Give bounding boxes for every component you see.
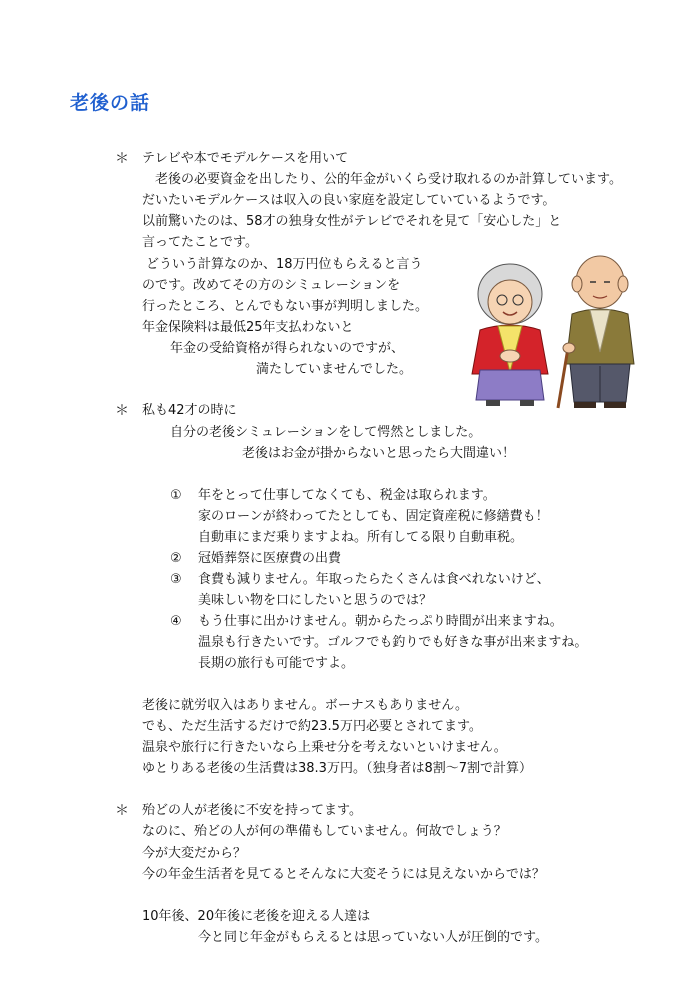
section3-line: 今が大変だから？ bbox=[142, 846, 247, 861]
list-item-number: ① bbox=[170, 488, 182, 503]
section2-marker: ＊ bbox=[115, 403, 129, 419]
section1-line: のです。改めてその方のシミュレーションを bbox=[142, 278, 401, 293]
list-item-line: もう仕事に出かけません。朝からたっぷり時間が出来ますね。 bbox=[198, 614, 563, 629]
section1-line: 年金保険料は最低25年支払わないと bbox=[142, 320, 354, 335]
section2-intro-line: 私も42才の時に bbox=[142, 403, 237, 418]
section3-line: 殆どの人が老後に不安を持ってます。 bbox=[142, 803, 362, 818]
section2-intro-line: 老後はお金が掛からないと思ったら大間違い！ bbox=[242, 446, 516, 461]
section3-line: 10年後、20年後に老後を迎える人達は bbox=[142, 909, 371, 924]
section1-line: 満たしていませんでした。 bbox=[256, 362, 413, 377]
list-item-line: 長期の旅行も可能ですよ。 bbox=[198, 656, 355, 671]
summary-line: 温泉や旅行に行きたいなら上乗せ分を考えないといけません。 bbox=[142, 740, 507, 755]
section1-line: 以前驚いたのは、58才の独身女性がテレビでそれを見て「安心した」と bbox=[142, 214, 562, 229]
section1-line: どういう計算なのか、18万円位もらえると言う bbox=[146, 257, 423, 272]
grandfather-icon bbox=[558, 256, 634, 408]
list-item-line: 美味しい物を口にしたいと思うのでは？ bbox=[198, 593, 433, 608]
list-item-line: 温泉も行きたいです。ゴルフでも釣りでも好きな事が出来ますね。 bbox=[198, 635, 588, 650]
list-item-line: 冠婚葬祭に医療費の出費 bbox=[198, 551, 342, 566]
section1-line: だいたいモデルケースは収入の良い家庭を設定していているようです。 bbox=[142, 193, 556, 208]
section1-line: 年金の受給資格が得られないのですが、 bbox=[170, 341, 405, 356]
page-title: 老後の話 bbox=[70, 92, 151, 114]
summary-line: でも、ただ生活するだけで約23.5万円必要とされてます。 bbox=[142, 719, 482, 734]
list-item-line: 年をとって仕事してなくても、税金は取られます。 bbox=[198, 488, 496, 503]
list-item-line: 食費も減りません。年取ったらたくさんは食べれないけど、 bbox=[198, 572, 550, 587]
list-item-number: ③ bbox=[170, 572, 182, 587]
section1-line: テレビや本でモデルケースを用いて bbox=[142, 151, 349, 166]
section1-marker: ＊ bbox=[115, 151, 129, 167]
summary-line: ゆとりある老後の生活費は38.3万円。（独身者は8割〜7割で計算） bbox=[142, 761, 532, 776]
list-item-number: ② bbox=[170, 551, 182, 566]
summary-line: 老後に就労収入はありません。ボーナスもありません。 bbox=[142, 698, 469, 713]
section1-line: 行ったところ、とんでもない事が判明しました。 bbox=[142, 299, 429, 314]
section3-line: 今の年金生活者を見てるとそんなに大変そうには見えないからでは？ bbox=[142, 867, 545, 882]
section3-marker: ＊ bbox=[115, 803, 129, 819]
list-item-line: 自動車にまだ乗りますよね。所有してる限り自動車税。 bbox=[198, 530, 524, 545]
section3-line: 今と同じ年金がもらえるとは思っていない人が圧倒的です。 bbox=[198, 930, 548, 945]
grandmother-icon bbox=[472, 264, 548, 406]
section2-intro-line: 自分の老後シミュレーションをして愕然としました。 bbox=[170, 425, 482, 440]
list-item-number: ④ bbox=[170, 614, 182, 629]
section1-line: 言ってたことです。 bbox=[142, 235, 258, 250]
elderly-couple-illustration bbox=[450, 252, 660, 412]
list-item-line: 家のローンが終わってたとしても、固定資産税に修繕費も！ bbox=[198, 509, 549, 524]
section1-line: 老後の必要資金を出したり、公的年金がいくら受け取れるのか計算しています。 bbox=[155, 172, 622, 187]
section3-line: なのに、殆どの人が何の準備もしていません。何故でしょう？ bbox=[142, 824, 507, 839]
